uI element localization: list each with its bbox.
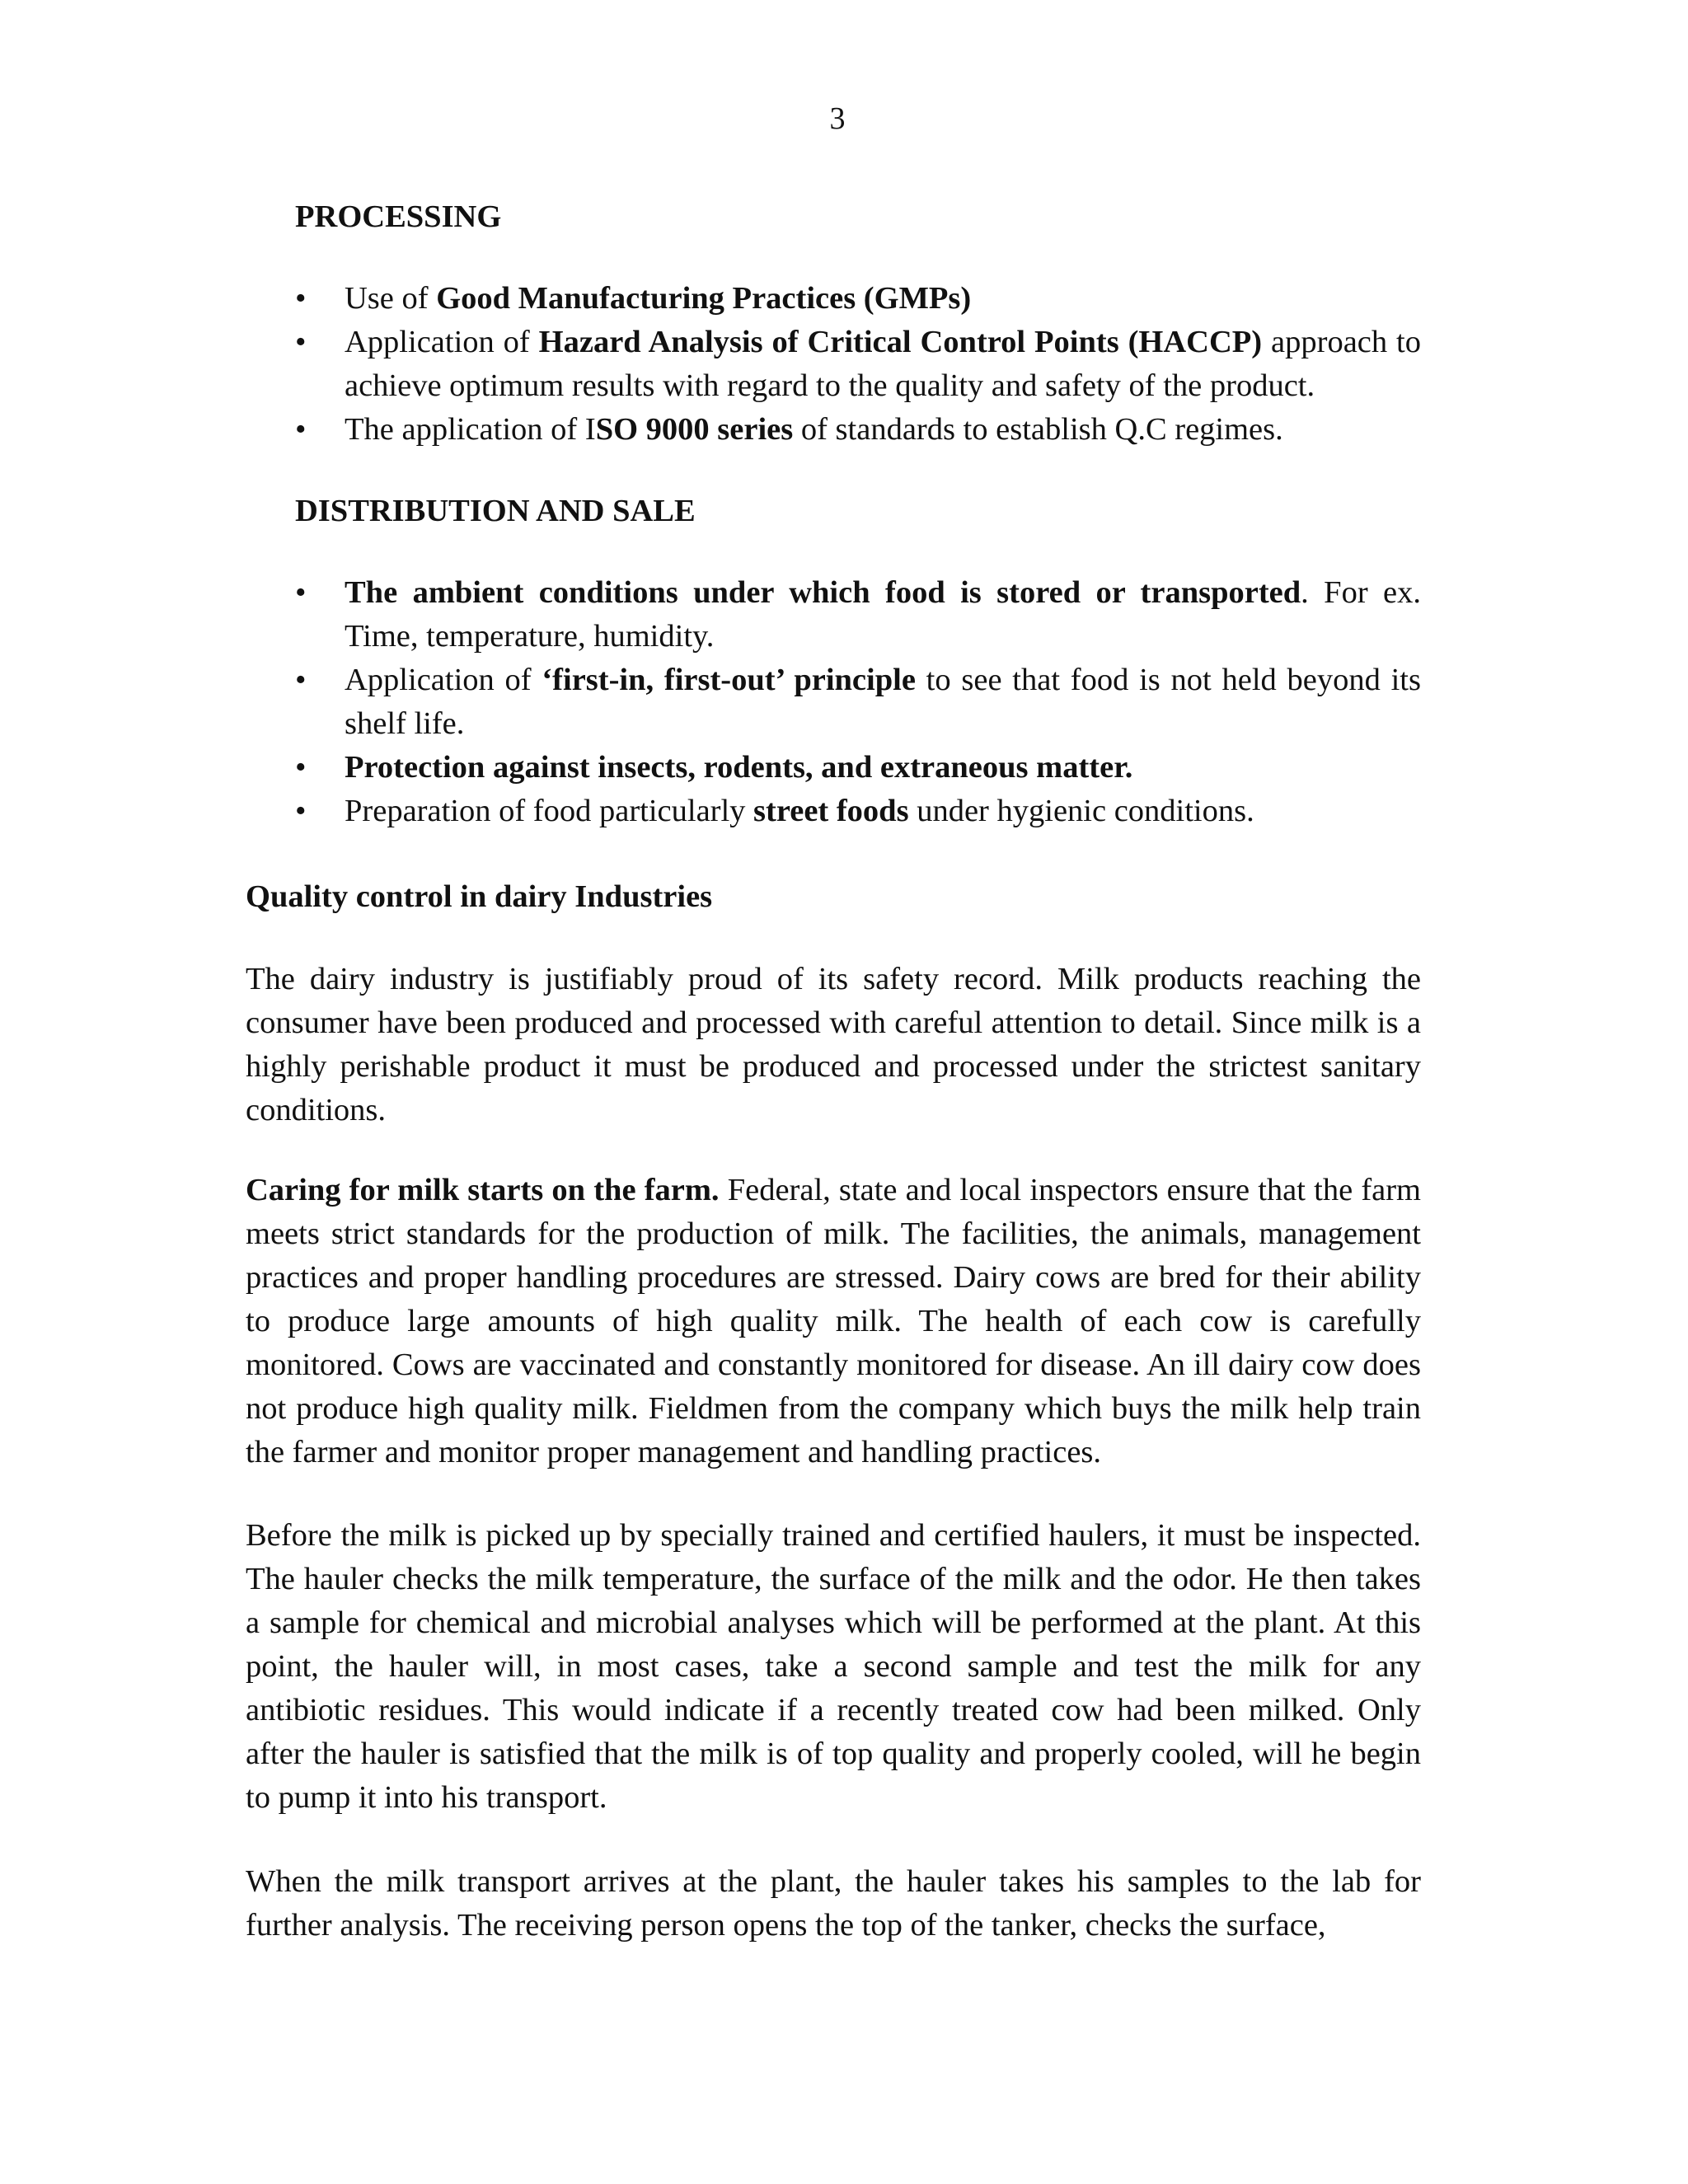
list-item: • Preparation of food particularly street foods under hygienic conditions. <box>295 790 1421 833</box>
list-item: • The ambient conditions under which food is stored or transported. For ex. Time, temperature, humidity. <box>295 571 1421 658</box>
bullet-icon: • <box>295 575 307 610</box>
paragraph-haulers: Before the milk is picked up by specially trained and certified haulers, it must be inspected. The hauler checks the milk temperature, the surface of the milk and the odor. He then takes a sample for chemical and microbial analyses which will be performed at the plant. At this point, the hauler will, in most cases, take a second sample and test the milk for any antibiotic residues. This would indicate if a recently treated cow had been milked. Only after the hauler is satisfied that the milk is of top quality and properly cooled, will he begin to pump it into his transport. <box>246 1518 1421 1815</box>
bullet-icon: • <box>295 281 307 316</box>
processing-list <box>295 277 1421 452</box>
section-heading-distribution: DISTRIBUTION AND SALE <box>295 494 696 528</box>
paragraph-plant: When the milk transport arrives at the plant, the hauler takes his samples to the lab for further analysis. The receiving person opens the top of the tanker, checks the surface, <box>246 1864 1421 1943</box>
list-item: • Use of Good Manufacturing Practices (GMPs) <box>295 277 1421 321</box>
page-number: 3 <box>829 101 846 136</box>
paragraph-dairy-intro: The dairy industry is justifiably proud of its safety record. Milk products reaching the consumer have been produced and processed with careful attention to detail. Since milk is a highly perishable product it must be produced and processed under the strictest sanitary conditions. <box>246 962 1421 1127</box>
bullet-icon: • <box>295 325 307 359</box>
bullet-icon: • <box>295 412 307 447</box>
paragraph-farm <box>246 1169 1421 1474</box>
section-heading-dairy: Quality control in dairy Industries <box>246 879 713 914</box>
paragraph-farm-lead: Caring for milk starts on the farm. <box>246 1173 720 1207</box>
section-heading-processing: PROCESSING <box>295 199 502 234</box>
list-item: • The application of ISO 9000 series of standards to establish Q.C regimes. <box>295 408 1421 452</box>
bullet-icon: • <box>295 750 307 785</box>
bullet-icon: • <box>295 663 307 697</box>
list-item: • Application of Hazard Analysis of Critical Control Points (HACCP) approach to achieve optimum results with regard to the quality and safety of the product. <box>295 321 1421 408</box>
paragraph-farm-body: Federal, state and local inspectors ensure that the farm meets strict standards for the production of milk. The facilities, the animals, management practices and proper handling procedures are stressed. Dairy cows are bred for their ability to produce large amounts of high quality milk. The health of each cow is carefully monitored. Cows are vaccinated and constantly monitored for disease. An ill dairy cow does not produce high quality milk. Fieldmen from the company which buys the milk help train the farmer and monitor proper management and handling practices. <box>246 1173 1421 1469</box>
list-item: • Application of ‘first-in, first-out’ principle to see that food is not held beyond its shelf life. <box>295 658 1421 746</box>
list-item: • Protection against insects, rodents, and extraneous matter. <box>295 746 1421 790</box>
bullet-icon: • <box>295 794 307 828</box>
distribution-list <box>295 571 1421 833</box>
